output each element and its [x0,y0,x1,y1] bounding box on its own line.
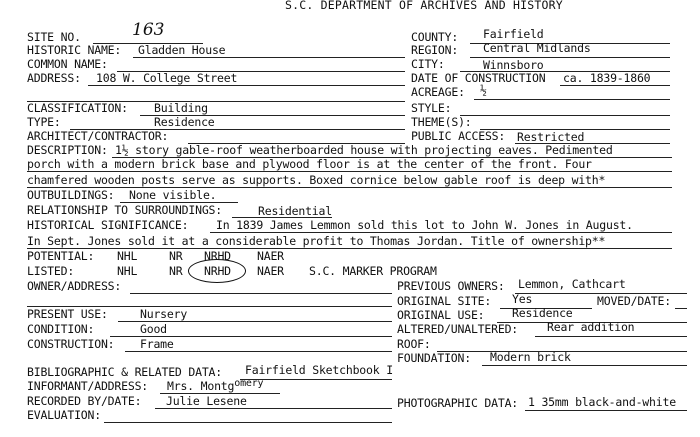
address-value: 108 W. College Street [96,71,238,85]
description-line-2: porch with a modern brick base and plywood floor is at the center of the front. Four [27,157,592,171]
previous-owners-value: Lemmon, Cathcart [518,277,626,291]
classification-label: CLASSIFICATION: [27,101,128,115]
biblio-label: BIBLIOGRAPHIC & RELATED DATA: [27,365,222,379]
informant-label: INFORMANT/ADDRESS: [27,379,149,393]
foundation-underline [482,365,687,366]
original-use-label: ORIGINAL USE: [397,308,485,322]
recorded-underline [155,408,392,409]
city-label: CITY: [411,57,445,71]
description-line-1: 1½ story gable-roof weatherboarded house with projecting eaves. Pedimented [115,143,613,157]
informant-value [167,380,263,394]
original-site-value: Yes [512,292,533,306]
acreage-label: ACREAGE: [411,85,465,99]
original-site-label: ORIGINAL SITE: [397,294,492,308]
potential-nr: NR [169,249,183,263]
significance-line-2: In Sept. Jones sold it at a considerable profit to Thomas Jordan. Title of ownership** [27,234,606,248]
region-value: Central Midlands [483,41,591,55]
owner-address-label: OWNER/ADDRESS: [27,279,122,293]
description-underline-2 [27,171,672,172]
form-header: S.C. DEPARTMENT OF ARCHIVES AND HISTORY [285,0,563,12]
city-value: Winnsboro [483,58,544,72]
photo-data-underline [525,410,687,411]
type-label: TYPE: [27,115,61,129]
listed-nrhd: NRHD [204,264,231,278]
description-underline-3 [27,187,672,188]
informant-value-main: Mrs. Montg [167,379,235,393]
historic-name-underline [133,57,405,58]
informant-value-tail: omery [234,378,264,389]
region-label: REGION: [411,43,459,57]
potential-naer: NAER [257,249,284,263]
present-use-value: Nursery [140,307,188,321]
county-label: COUNTY: [411,30,459,44]
construction-value: Frame [140,337,174,351]
significance-underline-1 [210,232,672,233]
photo-data-value: 1 35mm black-and-white [528,395,676,409]
relationship-value: Residential [258,204,332,218]
public-access-label: PUBLIC ACCESS: [411,129,506,143]
potential-label: POTENTIAL: [27,249,95,263]
altered-label: ALTERED/UNALTERED: [397,322,519,336]
potential-nhl: NHL [117,249,138,263]
construction-label: CONSTRUCTION: [27,337,115,351]
address-label: ADDRESS: [27,71,81,85]
evaluation-underline [104,422,392,423]
condition-value: Good [140,322,167,336]
biblio-value: Fairfield Sketchbook I [245,363,393,377]
outbuildings-value: None visible. [129,188,217,202]
listed-naer: NAER [257,264,284,278]
moved-date-label: MOVED/DATE: [597,294,671,308]
historic-name-value: Gladden House [138,43,226,57]
date-underline [560,85,670,86]
county-value: Fairfield [483,27,544,41]
altered-value: Rear addition [547,320,635,334]
marker-program-label: S.C. MARKER PROGRAM [309,264,437,278]
foundation-value: Modern brick [490,350,571,364]
recorded-label: RECORDED BY/DATE: [27,394,142,408]
roof-label: ROOF: [397,337,431,351]
date-value: ca. 1839-1860 [563,71,651,85]
common-name-label: COMMON NAME: [27,57,108,71]
architect-label: ARCHITECT/CONTRACTOR: [27,129,169,143]
public-access-value: Restricted [517,130,585,144]
style-label: STYLE: [411,101,452,115]
address-underline [88,85,405,86]
style-underline [460,115,670,116]
relationship-label: RELATIONSHIP TO SURROUNDINGS: [27,203,222,217]
present-use-label: PRESENT USE: [27,307,108,321]
description-line-3: chamfered wooden posts serve as supports. Boxed cornice below gable roof is deep with* [27,173,606,187]
acreage-underline [474,99,670,100]
listed-label: LISTED: [27,264,75,278]
type-value: Residence [154,115,215,129]
significance-line-1: In 1839 James Lemmon sold this lot to John W. Jones in August. [216,218,633,232]
site-no-value: 163 [132,20,165,40]
evaluation-label: EVALUATION: [27,408,101,422]
owner-address-underline [130,293,392,294]
classification-value: Building [154,101,208,115]
condition-label: CONDITION: [27,322,95,336]
previous-owners-label: PREVIOUS OWNERS: [397,279,505,293]
moved-date-underline [675,308,687,309]
acreage-value: ½ [480,83,487,97]
date-label: DATE OF CONSTRUCTION [411,71,546,85]
listed-nr: NR [169,264,183,278]
historic-name-label: HISTORIC NAME: [27,43,122,57]
listed-nhl: NHL [117,264,138,278]
photo-data-label: PHOTOGRAPHIC DATA: [397,396,519,410]
site-no-label: SITE NO. [27,30,81,44]
classification-topline [27,101,405,102]
construction-underline [125,351,392,352]
foundation-label: FOUNDATION: [397,351,471,365]
original-use-value: Residence [512,306,573,320]
recorded-value: Julie Lesene [166,394,247,408]
outbuildings-label: OUTBUILDINGS: [27,188,115,202]
potential-nrhd: NRHD [204,249,231,263]
description-label: DESCRIPTION: [27,143,108,157]
significance-label: HISTORICAL SIGNIFICANCE: [27,218,189,232]
nrhd-circle-mark [188,259,246,283]
altered-underline [535,336,687,337]
theme-label: THEME(S): [411,115,472,129]
